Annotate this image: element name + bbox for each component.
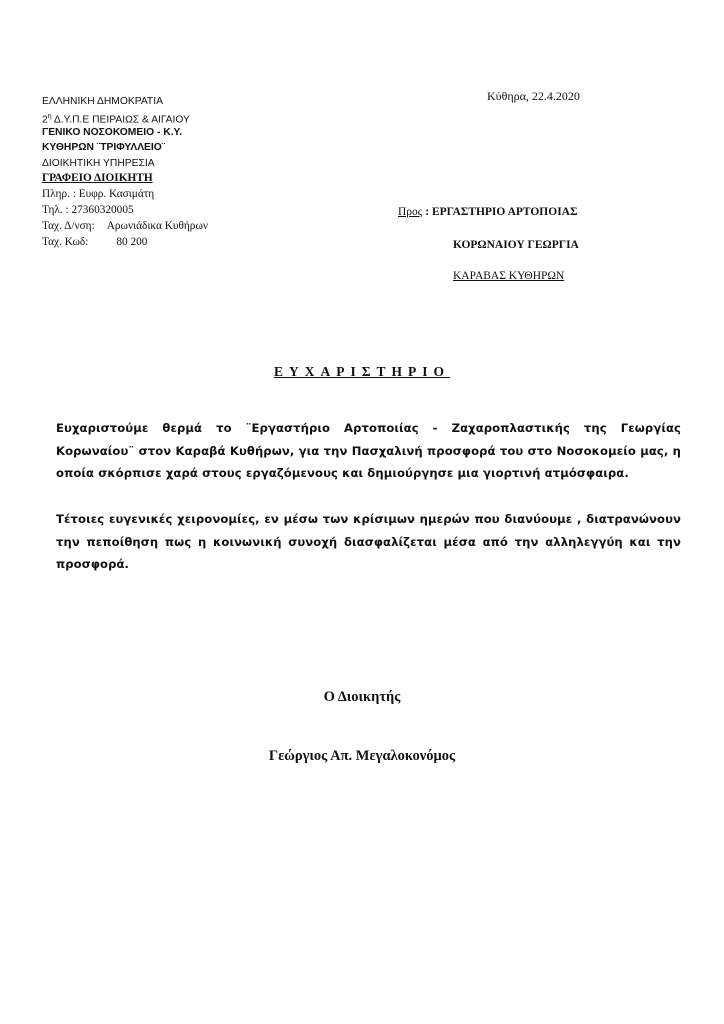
body-paragraph-2 (56, 508, 681, 576)
header-region-name: Δ.Υ.Π.Ε ΠΕΙΡΑΙΩΣ & ΑΙΓΑΙΟΥ (51, 114, 190, 126)
recipient-business: ΕΡΓΑΣΤΗΡΙΟ ΑΡΤΟΠΟΙΑΣ (431, 206, 578, 218)
signature-role: Ο Διοικητής (323, 689, 401, 705)
header-info (42, 187, 154, 203)
recipient-name: ΚΟΡΩΝΑΙΟΥ ΓΕΩΡΓΙΑ (453, 239, 579, 251)
header-office: ΓΡΑΦΕΙΟ ΔΙΟΙΚΗΤΗ (42, 172, 153, 184)
recipient-location: ΚΑΡΑΒΑΣ ΚΥΘΗΡΩΝ (453, 270, 565, 282)
header-postcode (42, 235, 147, 251)
body-paragraph-2-text: Τέτοιες ευγενικές χειρονομίες, εν μέσω των κρίσιμων ημερών που διανύουμε , διατρανώνουν την πεποίθηση πως η κοινωνική συνοχή διασφαλίζεται μέσα από την αλληλεγγύη και την προσφορά. (56, 512, 681, 571)
header-region-number: 2 (42, 114, 48, 126)
info-label: Πληρ. : (42, 188, 76, 200)
header-phone (42, 203, 134, 219)
recipient-to-label: Προς (398, 206, 423, 218)
address-value: Αρωνιάδικα Κυθήρων (106, 220, 208, 232)
address-label: Ταχ. Δ/νση: (42, 220, 95, 232)
document-date: Κύθηρα, 22.4.2020 (487, 89, 580, 103)
signature-name: Γεώργιος Απ. Μεγαλοκονόμος (268, 748, 456, 764)
phone-value: 27360320005 (71, 204, 134, 216)
body-paragraph-1 (56, 417, 681, 485)
header-hospital-name: ΓΕΝΙΚΟ ΝΟΣΟΚΟΜΕΙΟ - Κ.Υ. (42, 127, 183, 138)
header-region-sup: η (47, 113, 52, 120)
info-value: Ευφρ. Κασιμάτη (78, 188, 155, 200)
header-department: ΔΙΟΙΚΗΤΙΚΗ ΥΠΗΡΕΣΙΑ (42, 158, 155, 169)
postcode-value: 80 200 (116, 236, 148, 248)
header-country: ΕΛΛΗΝΙΚΗ ΔΗΜΟΚΡΑΤΙΑ (42, 96, 163, 107)
document-title (0, 364, 724, 380)
recipient-separator: : (422, 206, 432, 218)
phone-label: Τηλ. : (42, 204, 69, 216)
body-paragraph-1-text: Ευχαριστούμε θερμά το ¨Εργαστήριο Αρτοποιίας - Ζαχαροπλαστικής της Γεωργίας Κορωναίου¨ στον Καραβά Κυθήρων, για την Πασχαλινή προσφορά του στο Νοσοκομείο μας, η οποία σκόρπισε χαρά στους εργαζόμενους και δημιούργησε μια γιορτινή ατμόσφαιρα. (56, 421, 681, 480)
header-hospital-location: ΚΥΘΗΡΩΝ ¨ΤΡΙΦΥΛΛΕΙΟ¨ (42, 142, 166, 153)
header-address (42, 219, 208, 235)
document-title-text: ΕΥΧΑΡΙΣΤΗΡΙΟ (273, 364, 451, 379)
postcode-label: Ταχ. Κωδ: (42, 236, 89, 248)
recipient-line1 (398, 206, 578, 218)
